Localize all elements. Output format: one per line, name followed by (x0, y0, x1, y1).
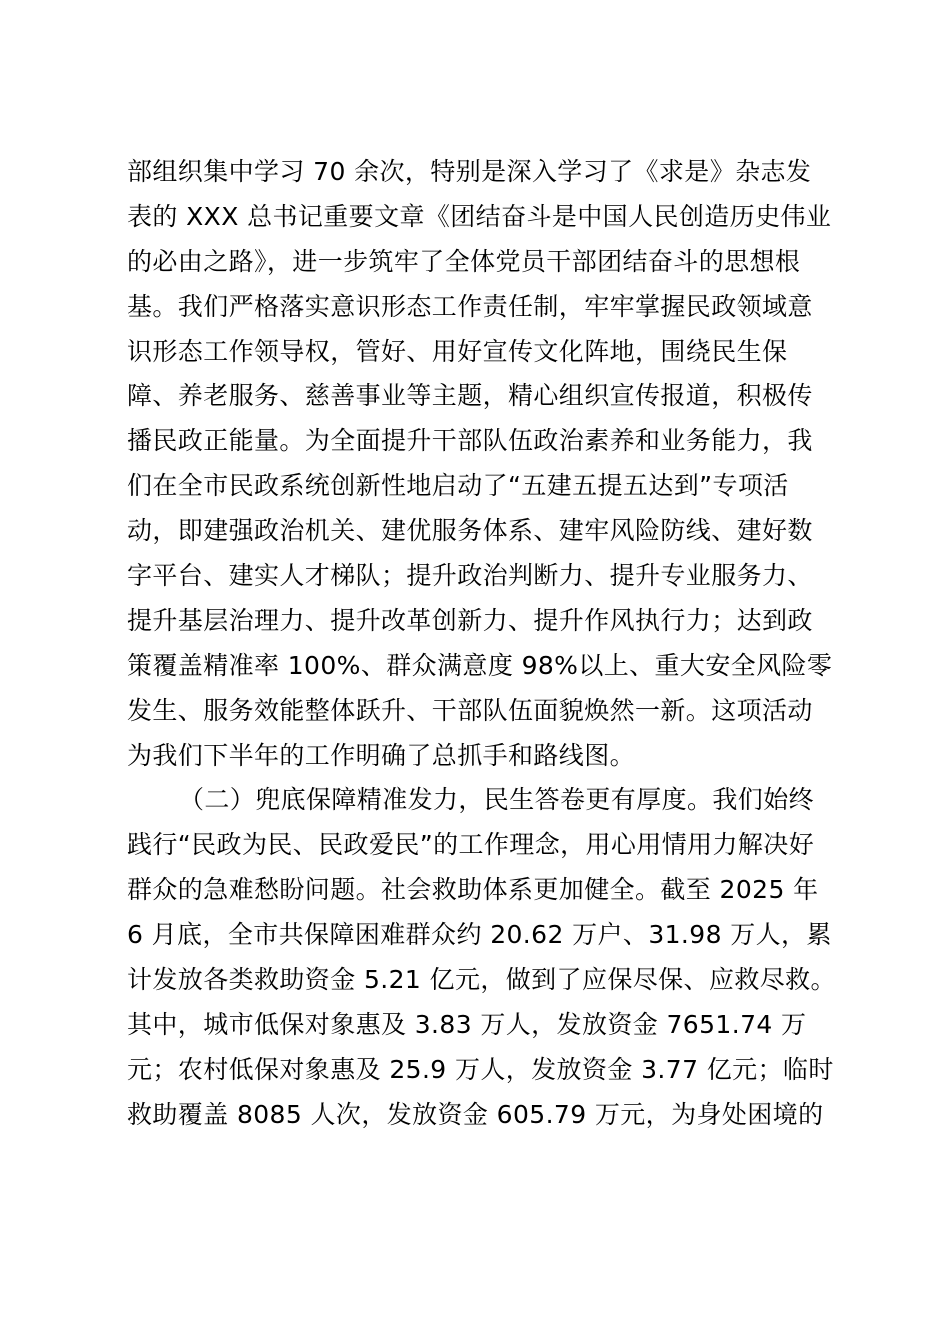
text-line: 部组织集中学习 70 余次，特别是深入学习了《求是》杂志发 (127, 157, 812, 186)
text-line: 动，即建强政治机关、建优服务体系、建牢风险防线、建好数 (127, 516, 813, 546)
text-line: 为我们下半年的工作明确了总抓手和路线图。 (127, 740, 636, 770)
text-line: 6 月底，全市共保障困难群众约 20.62 万户、31.98 万人，累 (127, 920, 832, 950)
text-line: 字平台、建实人才梯队；提升政治判断力、提升专业服务力、 (127, 561, 813, 591)
text-line: 障、养老服务、慈善事业等主题，精心组织宣传报道，积极传 (127, 381, 813, 411)
text-line: 救助覆盖 8085 人次，发放资金 605.79 万元，为身处困境的 (127, 1099, 824, 1129)
text-line: 践行“民政为民、民政爱民”的工作理念，用心用情用力解决好 (127, 830, 815, 860)
text-line: 其中，城市低保对象惠及 3.83 万人，发放资金 7651.74 万 (127, 1009, 807, 1039)
text-line: 基。我们严格落实意识形态工作责任制，牢牢掌握民政领域意 (127, 291, 813, 321)
text-line: 们在全市民政系统创新性地启动了“五建五提五达到”专项活 (127, 471, 789, 501)
text-line: 策覆盖精准率 100%、群众满意度 98%以上、重大安全风险零 (127, 650, 833, 680)
body-text (127, 150, 847, 1138)
section-heading-line: （二）兜底保障精准发力，民生答卷更有厚度。我们始终 (179, 785, 815, 815)
text-line: 提升基层治理力、提升改革创新力、提升作风执行力；达到政 (127, 605, 813, 635)
text-line: 识形态工作领导权，管好、用好宣传文化阵地，围绕民生保 (127, 336, 788, 366)
text-line: 元；农村低保对象惠及 25.9 万人，发放资金 3.77 亿元；临时 (127, 1054, 834, 1084)
text-line: 计发放各类救助资金 5.21 亿元，做到了应保尽保、应救尽救。 (127, 965, 836, 995)
text-line: 群众的急难愁盼问题。社会救助体系更加健全。截至 2025 年 (127, 875, 819, 905)
text-line: 播民政正能量。为全面提升干部队伍政治素养和业务能力，我 (127, 426, 813, 456)
text-line: 的必由之路》，进一步筑牢了全体党员干部团结奋斗的思想根 (127, 246, 801, 276)
text-line: 发生、服务效能整体跃升、干部队伍面貌焕然一新。这项活动 (127, 695, 813, 725)
text-line: 表的 XXX 总书记重要文章《团结奋斗是中国人民创造历史伟业 (127, 201, 832, 231)
